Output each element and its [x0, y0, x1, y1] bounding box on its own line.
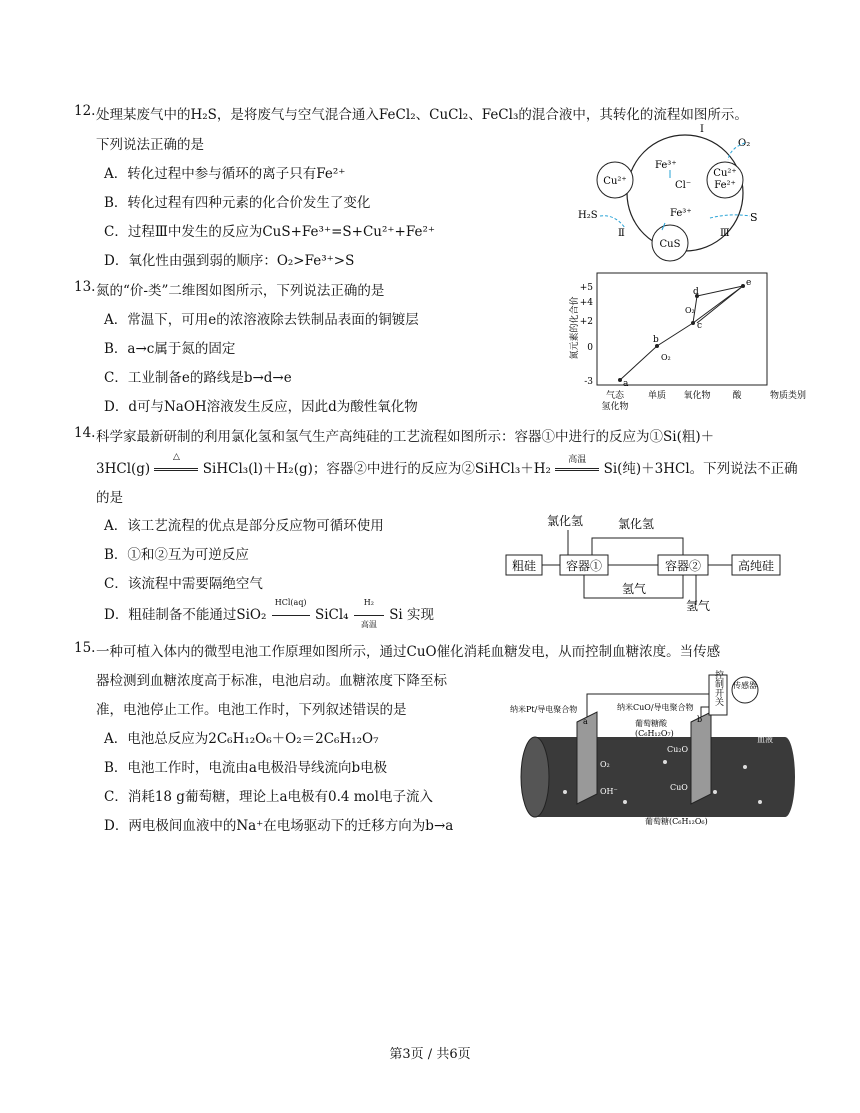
cond-arrow — [154, 452, 198, 477]
recycle-hcl: 氯化氢 — [618, 517, 655, 531]
cond-top: H₂ — [363, 598, 374, 607]
ytick: +5 — [579, 283, 593, 293]
opt-part: Si 实现 — [389, 607, 435, 623]
option-d: D．氧化性由强到弱的顺序：O₂>Fe³⁺>S — [104, 253, 355, 269]
option-d: D．d可与NaOH溶液发生反应，因此d为酸性氧化物 — [104, 399, 418, 415]
option-d — [104, 598, 435, 629]
option-a: A．该工艺流程的优点是部分反应物可循环使用 — [104, 518, 384, 534]
valence-class-chart — [565, 268, 807, 413]
question-number: 14. — [74, 425, 96, 441]
cond-top: △ — [173, 452, 180, 462]
o2-note: O₂ — [661, 353, 671, 362]
page-footer: 第3页 / 共6页 — [389, 1047, 471, 1062]
option-b: B．电池工作时，电流由a电极沿导线流向b电极 — [104, 760, 388, 776]
option-b: B．①和②互为可逆反应 — [104, 547, 249, 563]
cuo-label: CuO — [670, 783, 688, 792]
question-stem: 科学家最新研制的利用氯化氢和氢气生产高纯硅的工艺流程如图所示：容器①中进行的反应为①Si(粗)＋ — [96, 429, 715, 445]
equation-line — [96, 452, 798, 477]
input-hcl: 氯化氢 — [547, 514, 584, 528]
xtick: 氢化物 — [601, 402, 629, 412]
cl-label: Cl⁻ — [675, 180, 692, 191]
cycle-diagram — [570, 118, 790, 268]
question-number: 12. — [74, 103, 96, 119]
ytick: 0 — [587, 343, 593, 353]
xtick: 氧化物 — [683, 391, 711, 401]
oh-label: OH⁻ — [600, 787, 618, 796]
fe2-node: Fe²⁺ — [714, 180, 736, 191]
question-number: 13. — [74, 279, 96, 295]
h2s-label: H₂S — [578, 210, 598, 221]
point-a: a — [623, 379, 629, 389]
ytick: +2 — [579, 317, 593, 327]
sensor-label: 传感器 — [733, 681, 757, 690]
option-d: D．两电极间血液中的Na⁺在电场驱动下的迁移方向为b→a — [104, 818, 454, 834]
recycle-h2: 氢气 — [622, 582, 647, 596]
cond-top: 高温 — [568, 455, 587, 465]
fe3-label-b: Fe³⁺ — [670, 208, 692, 219]
eq-part: SiHCl₃(l)＋H₂(g)；容器②中进行的反应为②SiHCl₃＋H₂ — [202, 461, 551, 477]
s-label: S — [750, 211, 758, 224]
point-d: d — [693, 287, 699, 297]
process-2: Ⅱ — [618, 228, 625, 239]
option-a: A．电池总反应为2C₆H₁₂O₆＋O₂＝2C₆H₁₂O₇ — [104, 731, 379, 747]
cond-arrow — [555, 455, 599, 477]
cond-top: HCl(aq) — [274, 598, 307, 607]
point-e: e — [746, 278, 752, 288]
glucose-label: 葡萄糖(C₆H₁₂O₆) — [645, 817, 708, 826]
box-crude-si: 粗硅 — [511, 559, 537, 573]
option-c: C．过程Ⅲ中发生的反应为CuS+Fe³⁺=S+Cu²⁺+Fe²⁺ — [104, 224, 435, 240]
switch-label: 控制开关 — [713, 670, 723, 706]
question-stem: 一种可植入体内的微型电池工作原理如图所示，通过CuO催化消耗血糖发电，从而控制血糖浓度。当传感 — [96, 644, 721, 660]
option-a: A．常温下，可用e的浓溶液除去铁制品表面的铜镀层 — [104, 312, 419, 328]
question-stem: 处理某废气中的H₂S，是将废气与空气混合通入FeCl₂、CuCl₂、FeCl₃的混合液中，其转化的流程如图所示。 — [96, 107, 748, 123]
option-b: B．转化过程有四种元素的化合价发生了变化 — [104, 195, 371, 211]
option-c: C．工业制备e的路线是b→d→e — [104, 370, 292, 386]
option-b: B．a→c属于氮的固定 — [104, 341, 236, 357]
blood-label: 血液 — [757, 735, 773, 744]
fe3-label-a: Fe³⁺ — [655, 160, 677, 171]
battery-diagram — [505, 672, 790, 827]
question-stem-cont: 器检测到血糖浓度高于标准，电池启动。血糖浓度下降至标 — [96, 673, 447, 689]
opt-part: D．粗硅制备不能通过SiO₂ — [104, 607, 267, 623]
point-c: c — [697, 321, 703, 331]
process-1: Ⅰ — [700, 124, 704, 135]
acid-label: 葡萄糖酸 — [635, 719, 667, 728]
input-h2: 氢气 — [686, 599, 711, 613]
cond-arrow — [353, 598, 385, 629]
xtick: 气态 — [605, 391, 625, 401]
eq-part: 3HCl(g) — [96, 461, 151, 477]
electrode-a: a — [583, 717, 588, 726]
left-electrode-label: 纳米Pt/导电聚合物 — [510, 705, 578, 714]
question-stem-cont: 下列说法正确的是 — [96, 137, 204, 153]
ytick: +4 — [579, 298, 593, 308]
x-axis-label: 物质类别 — [770, 391, 807, 401]
question-stem-cont: 的是 — [96, 490, 123, 506]
right-electrode-label: 纳米CuO/导电聚合物 — [617, 703, 694, 712]
electrode-b: b — [697, 715, 703, 724]
xtick: 酸 — [732, 391, 742, 401]
box-reactor-1: 容器① — [565, 559, 603, 573]
o2-note: O₂ — [685, 306, 695, 315]
o2-label: O₂ — [738, 138, 751, 149]
cu2-node: Cu²⁺ — [603, 176, 627, 187]
cu2-node-b: Cu²⁺ — [713, 168, 737, 179]
option-c: C．该流程中需要隔绝空气 — [104, 576, 263, 592]
question-stem: 氮的“价-类”二维图如图所示，下列说法正确的是 — [96, 283, 385, 299]
box-pure-si: 高纯硅 — [737, 559, 775, 573]
process-3: Ⅲ — [720, 228, 730, 239]
point-b: b — [653, 335, 659, 345]
box-reactor-2: 容器② — [664, 559, 702, 573]
cond-arrow — [271, 598, 311, 623]
question-number: 15. — [74, 640, 96, 656]
flow-diagram — [500, 510, 790, 613]
ytick: -3 — [584, 377, 593, 387]
o2-label: O₂ — [600, 760, 610, 769]
opt-part: SiCl₄ — [314, 607, 349, 623]
xtick: 单质 — [647, 391, 667, 401]
eq-part: Si(纯)＋3HCl。下列说法不正确 — [603, 461, 798, 477]
acid-formula: (C₆H₁₂O₇) — [635, 729, 674, 738]
cu2o-label: Cu₂O — [667, 745, 689, 754]
option-a: A．转化过程中参与循环的离子只有Fe²⁺ — [104, 166, 346, 182]
y-axis-label: 氮元素的化合价 — [570, 296, 580, 360]
option-c: C．消耗18 g葡萄糖，理论上a电极有0.4 mol电子流入 — [104, 789, 433, 805]
cond-bottom: 高温 — [360, 620, 377, 629]
question-stem-cont: 准，电池停止工作。电池工作时，下列叙述错误的是 — [96, 702, 407, 718]
cus-node: CuS — [659, 239, 681, 250]
